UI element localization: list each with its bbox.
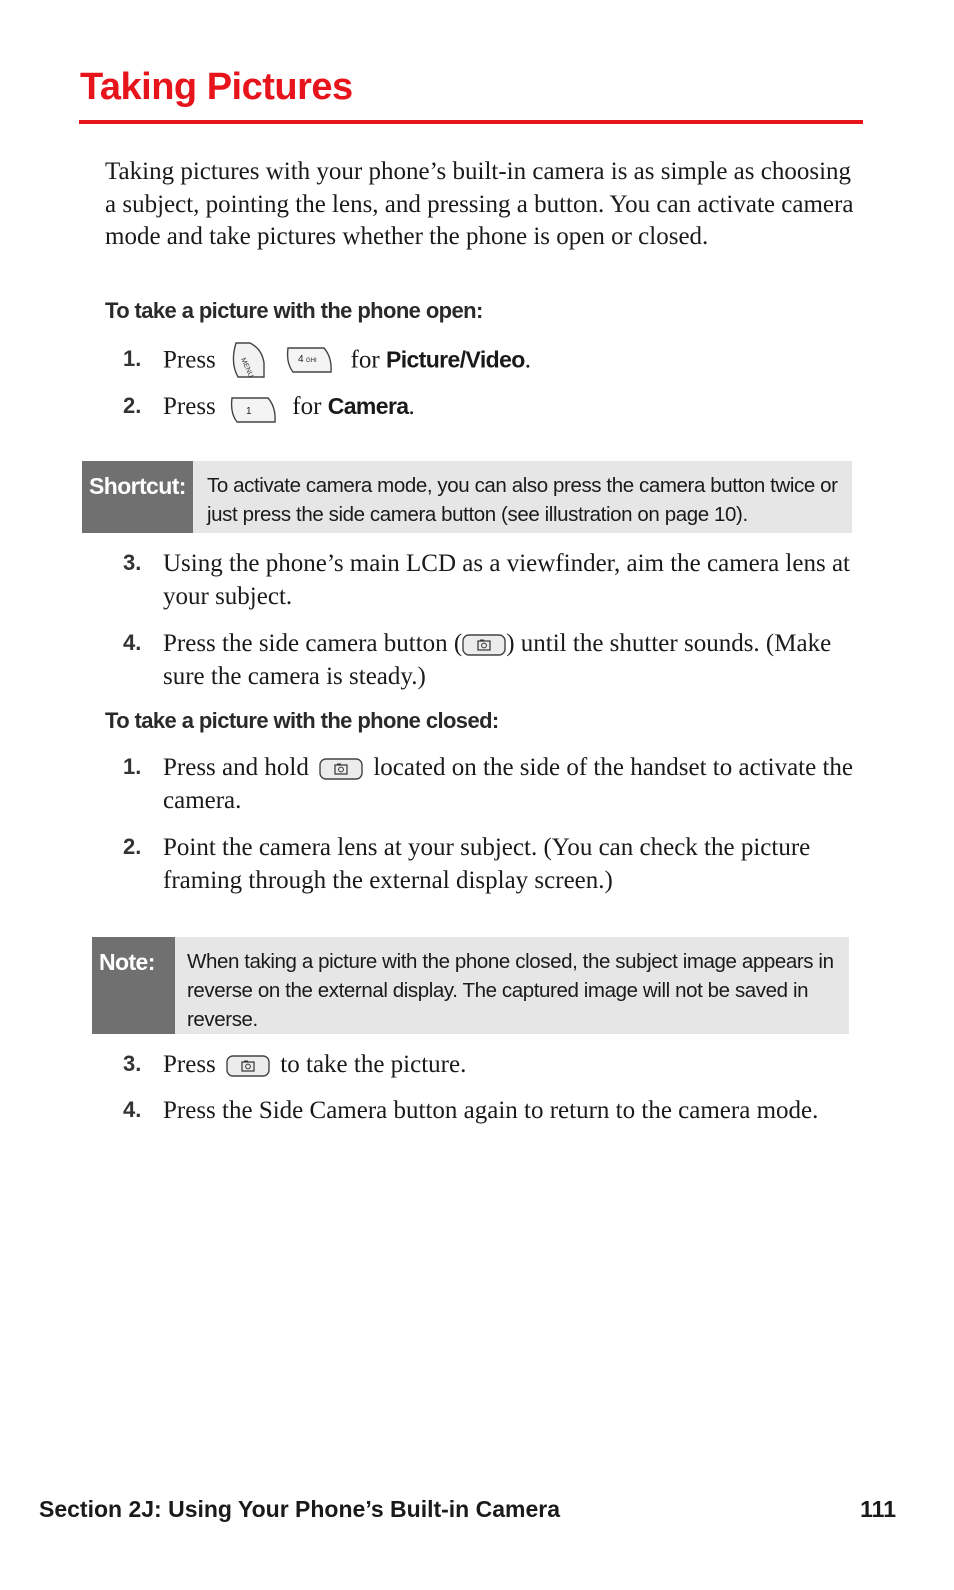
step-text-post: ) until the shutter sounds. (Make sure the camera is steady.)	[163, 630, 832, 690]
page-title: Taking Pictures	[80, 66, 353, 108]
side-camera-key-icon	[462, 632, 506, 654]
closed-phone-heading: To take a picture with the phone closed:	[105, 708, 499, 733]
step-text: Using the phone’s main LCD as a viewfinder, aim the camera lens at your subject.	[163, 550, 850, 610]
step-number: 4.	[123, 630, 142, 655]
step-text-post: to take the picture.	[280, 1051, 467, 1078]
one-key-digit: 1	[246, 406, 252, 418]
step-text-post: .	[524, 346, 531, 374]
open-step-1	[123, 343, 863, 381]
step-text-pre: Press	[163, 1051, 216, 1078]
title-rule	[79, 120, 863, 124]
footer-section-title: Section 2J: Using Your Phone’s Built-in Camera	[39, 1496, 561, 1522]
camera-label: Camera	[327, 393, 409, 419]
step-text-post: located on the side of the handset to activate the camera.	[163, 754, 854, 814]
footer-page-number: 111	[860, 1496, 896, 1522]
menu-key-icon	[228, 341, 266, 379]
side-camera-key-icon	[226, 1053, 270, 1075]
step-number: 2.	[123, 393, 142, 418]
four-key-letters: GHI	[306, 358, 317, 364]
step-text: Press the Side Camera button again to return to the camera mode.	[163, 1097, 819, 1124]
step-text-pre: Press	[163, 346, 216, 374]
step-number: 4.	[123, 1097, 142, 1122]
step-text-mid: for	[292, 393, 322, 420]
closed-step-4	[123, 1094, 863, 1127]
note-label: Note:	[92, 937, 175, 1034]
closed-step-3	[123, 1048, 863, 1081]
note-text: When taking a picture with the phone closed, the subject image appears in reverse on the external display. The captured image will not be saved in reverse.	[175, 937, 849, 1034]
step-text-pre: Press and hold	[163, 754, 309, 781]
shortcut-callout	[82, 461, 852, 533]
open-step-2	[123, 390, 863, 423]
open-phone-heading: To take a picture with the phone open:	[105, 298, 483, 323]
step-number: 3.	[123, 1051, 142, 1076]
step-text-post: .	[408, 393, 415, 420]
step-number: 1.	[123, 754, 142, 779]
intro-paragraph: Taking pictures with your phone’s built-in camera is as simple as choosing a subject, pointing the lens, and pressing a button. You can activate camera mode and take pictures whether the phone is open or closed.	[105, 158, 854, 250]
four-ghi-key-icon	[284, 345, 334, 375]
step-number: 3.	[123, 550, 142, 575]
step-text-pre: Press the side camera button (	[163, 630, 463, 657]
open-step-4	[123, 627, 863, 693]
note-callout	[92, 937, 849, 1034]
step-text-pre: Press	[163, 393, 216, 420]
menu-key-label: MENU	[239, 357, 255, 379]
picture-video-label: Picture/Video	[385, 346, 525, 373]
step-text-mid: for	[350, 346, 380, 374]
shortcut-text: To activate camera mode, you can also press the camera button twice or just press the side camera button (see illustration on page 10).	[193, 461, 852, 533]
step-text: Point the camera lens at your subject. (You can check the picture framing through the external display screen.)	[163, 834, 811, 894]
closed-step-1	[123, 751, 863, 817]
step-number: 2.	[123, 834, 142, 859]
four-key-digit: 4	[298, 354, 304, 365]
side-camera-key-icon	[319, 756, 363, 778]
shortcut-label: Shortcut:	[82, 461, 193, 533]
open-step-3	[123, 547, 863, 613]
step-number: 1.	[123, 346, 142, 371]
closed-step-2	[123, 831, 863, 897]
one-key-icon	[228, 395, 278, 425]
